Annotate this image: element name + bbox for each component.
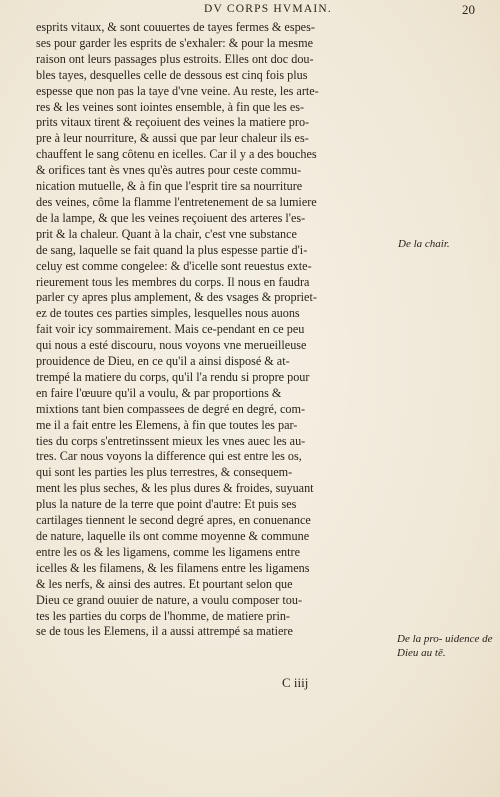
signature-mark: C iiij — [282, 675, 309, 690]
text-line: bles tayes, desquelles celle de dessous est cinq fois plus — [36, 67, 308, 82]
text-line: qui sont les parties les plus terrestres, & consequem- — [36, 465, 293, 480]
text-line: entre les os & les ligamens, comme les ligamens entre — [36, 544, 300, 559]
text-line: tes les parties du corps de l'homme, de matiere prin- — [36, 608, 290, 623]
text-line: qui nous a esté discouru, nous voyons vne merueilleuse — [36, 338, 307, 353]
text-line: trempé la matiere du corps, qu'il l'a rendu si propre pour — [36, 369, 310, 384]
text-line: se de tous les Elemens, il a aussi attrempé sa matiere — [36, 624, 293, 639]
body-text — [36, 20, 390, 640]
text-line: en faire l'œuure qu'il a voulu, & par proportions & — [36, 385, 282, 400]
text-line: mixtions tant bien compassees de degré en degré, com- — [36, 401, 306, 416]
text-line: prit & la chaleur. Quant à la chair, c'est vne substance — [36, 226, 297, 241]
text-line: de sang, laquelle se fait quand la plus espesse partie d'i- — [36, 242, 308, 257]
text-line: chauffent le sang côtenu en icelles. Car il y a des bouches — [36, 147, 317, 162]
text-line: pre à leur nourriture, & aussi que par leur chaleur ils es- — [36, 131, 309, 146]
text-line: ez de toutes ces parties simples, lesquelles nous auons — [36, 306, 300, 321]
running-title: DV CORPS HVMAIN. — [204, 3, 332, 15]
margin-note-chair: De la chair. — [398, 238, 450, 250]
text-line: res & les veines sont iointes ensemble, à fin que les es- — [36, 99, 305, 114]
text-line: raison ont leurs passages plus estroits. Elles ont doc dou- — [36, 51, 314, 66]
text-line: prits vitaux tirent & reçoiuent des veines la matiere pro- — [36, 115, 310, 130]
text-line: prouidence de Dieu, en ce qu'il a ainsi disposé & at- — [36, 354, 290, 369]
text-line: de nature, laquelle ils ont comme moyenne & commune — [36, 529, 310, 543]
text-line: ses pour garder les esprits de s'exhaler: & pour la mesme — [36, 35, 314, 50]
text-line: ment les plus seches, & les plus dures & froides, suyuant — [36, 481, 314, 496]
margin-note-providence: De la pro- uidence de Dieu au tē. — [397, 633, 493, 659]
text-line: & orifices tant ès vnes qu'ès autres pour ceste commu- — [36, 163, 302, 178]
text-line: tres. Car nous voyons la difference qui est entre les os, — [36, 449, 302, 464]
text-line: espesse que non pas la taye d'vne veine. Au reste, les arte- — [36, 83, 319, 98]
text-line: celuy est comme congelee: & d'icelle sont reuestus exte- — [36, 258, 312, 273]
text-line: me il a fait entre les Elemens, à fin que toutes les par- — [36, 417, 298, 432]
text-line: & les nerfs, & ainsi des autres. Et pourtant selon que — [36, 576, 293, 591]
text-line: cartilages tiennent le second degré apres, en conuenance — [36, 513, 311, 528]
text-line: ties du corps s'entretinssent mieux les vnes auec les au- — [36, 433, 306, 448]
text-line: des veines, côme la flamme l'entretenement de sa lumiere — [36, 194, 317, 209]
text-line: plus la nature de la terre que point d'autre: Et puis ses — [36, 497, 297, 512]
text-line: nication mutuelle, & à fin que l'esprit tire sa nourriture — [36, 179, 303, 194]
text-line: fait voir icy sommairement. Mais ce-pendant en ce peu — [36, 322, 305, 337]
text-line: de la lampe, & que les veines reçoiuent des arteres l'es- — [36, 210, 306, 225]
text-line: parler cy apres plus amplement, & des vsages & propriet- — [36, 290, 317, 305]
page-number: 20 — [462, 2, 475, 17]
text-line: icelles & les filamens, & les filamens entre les ligamens — [36, 560, 310, 575]
text-line: Dieu ce grand ouuier de nature, a voulu composer tou- — [36, 592, 303, 607]
text-line: esprits vitaux, & sont couuertes de tayes fermes & espes- — [36, 20, 315, 34]
text-line: rieurement tous les membres du corps. Il nous en faudra — [36, 274, 310, 289]
